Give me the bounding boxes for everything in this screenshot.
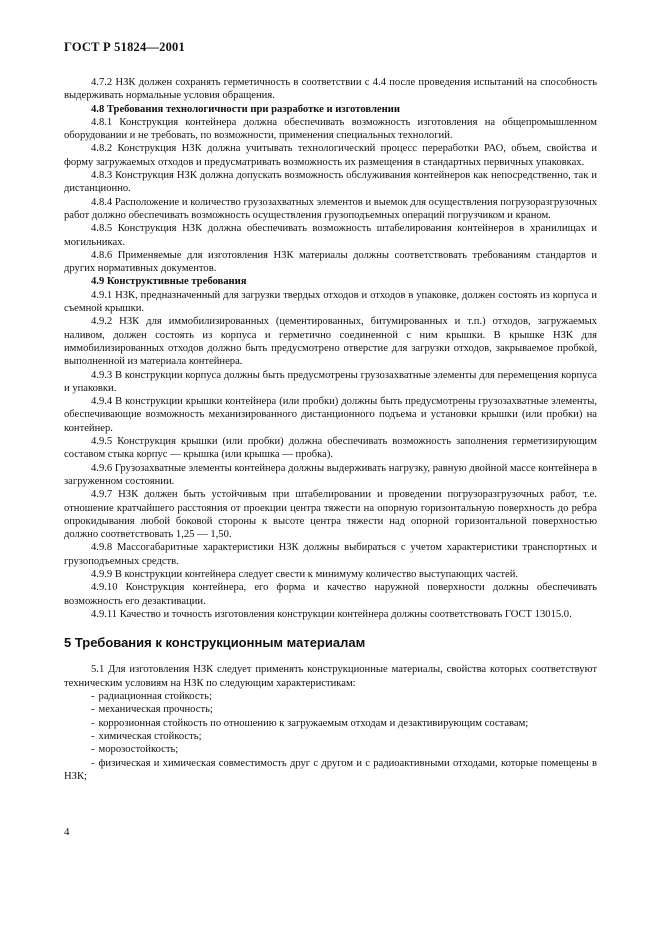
list-item-text: коррозионная стойкость по отношению к загружаемым отходам и дезактивирующим составам; (98, 717, 529, 729)
list-item-text: морозостойкость; (98, 744, 179, 756)
paragraph-4-8-3: 4.8.3 Конструкция НЗК должна допускать возможность обслуживания контейнеров как непосредственно, так и дистанционно. (64, 170, 597, 195)
paragraph-4-9-5: 4.9.5 Конструкция крышки (или пробки) должна обеспечивать возможность заполнения герметизирующим составом стыка корпус — крышка (или крышка — пробка). (64, 436, 597, 461)
paragraph-4-8-5: 4.8.5 Конструкция НЗК должна обеспечивать возможность штабелирования контейнеров в хранилищах и могильниках. (64, 223, 597, 248)
paragraph-4-9-11: 4.9.11 Качество и точность изготовления конструкции контейнера должны соответствовать ГОСТ 13015.0. (91, 608, 572, 620)
paragraph-4-8-2: 4.8.2 Конструкция НЗК должна учитывать технологический процесс переработки РАО, объем, свойства и форму загружаемых отходов и предусматривать возможность их размещения в стандартных первичных упаковках. (64, 143, 597, 168)
list-marker: - (91, 717, 95, 729)
paragraph-4-9-7: 4.9.7 НЗК должен быть устойчивым при штабелировании и проведении погрузоразгрузочных работ, т.е. отношение кратчайшего расстояния от проекции центра тяжести на опорную горизонтальную поверхность до ребра опрокидывания любой боковой стороны к высоте центра тяжести над опорной горизонтальной поверхностью должно соответствовать 1,25 — 1,50. (64, 489, 597, 541)
list-item (64, 757, 597, 784)
list-item-text: механическая прочность; (98, 704, 213, 716)
list-marker: - (91, 704, 95, 716)
paragraph-5-1: 5.1 Для изготовления НЗК следует применять конструкционные материалы, свойства которых соответствуют техническим условиям на НЗК по следующим характеристикам: (64, 664, 597, 689)
paragraph-4-9-9: 4.9.9 В конструкции контейнера следует свести к минимуму количество выступающих частей. (91, 568, 519, 580)
paragraph-4-9-3: 4.9.3 В конструкции корпуса должны быть предусмотрены грузозахватные элементы для перемещения корпуса и упаковки. (64, 369, 597, 394)
list-item-text: радиационная стойкость; (98, 691, 212, 703)
list-marker: - (91, 691, 95, 703)
section-heading-4-8: 4.8 Требования технологичности при разработке и изготовлении (91, 103, 400, 115)
list-item (64, 730, 597, 743)
section-heading-5: 5 Требования к конструкционным материалам (64, 635, 366, 651)
list-item (64, 743, 597, 756)
list-item-text: физическая и химическая совместимость друг с другом и с радиоактивными отходами, которые помещены в НЗК; (64, 757, 597, 782)
page-number: 4 (64, 826, 70, 838)
paragraph-4-9-2: 4.9.2 НЗК для иммобилизированных (цементированных, битумированных и т.п.) отходов, загружаемых наливом, должен состоять из корпуса и герметично соединенной с ним крышки. В крышке НЗК для иммобилизированных отходов должно быть предусмотрено отверстие для загрузки отходов, закрываемое пробкой, выполненной из материала контейнера. (64, 316, 597, 368)
list-item (64, 703, 597, 716)
page-header-standard-number: ГОСТ Р 51824—2001 (64, 40, 185, 54)
paragraph-4-9-6: 4.9.6 Грузозахватные элементы контейнера должны выдерживать нагрузку, равную двойной массе контейнера в загруженном состоянии. (64, 462, 597, 487)
paragraph-4-9-4: 4.9.4 В конструкции крышки контейнера (или пробки) должны быть предусмотрены грузозахватные элементы, обеспечивающие возможность механизированного дистанционного подъема и установки крышки (или пробки) на контейнер. (64, 396, 597, 434)
paragraph-4-9-10: 4.9.10 Конструкция контейнера, его форма и качество наружной поверхности должны обеспечивать возможность его дезактивации. (64, 582, 597, 607)
list-marker: - (91, 757, 95, 769)
paragraph-4-8-1: 4.8.1 Конструкция контейнера должна обеспечивать возможность изготовления на общепромышленном оборудовании и не требовать, по возможности, применения специальных технологий. (64, 116, 597, 142)
paragraph-4-8-4: 4.8.4 Расположение и количество грузозахватных элементов и выемок для осуществления погрузоразгрузочных работ должно обеспечивать возможность осуществления грузоподъемных операций погрузчиком и краном. (64, 196, 597, 221)
list-item (64, 690, 597, 703)
paragraph-4-7-2: 4.7.2 НЗК должен сохранять герметичность в соответствии с 4.4 после проведения испытаний на способность выдерживать нормальные условия обращения. (64, 77, 597, 102)
paragraph-4-9-1: 4.9.1 НЗК, предназначенный для загрузки твердых отходов и отходов в упаковке, должен состоять из корпуса и съемной крышки. (64, 289, 597, 315)
list-item-text: химическая стойкость; (98, 730, 202, 742)
paragraph-4-8-6: 4.8.6 Применяемые для изготовления НЗК материалы должны соответствовать требованиям стандартов и других нормативных документов. (64, 249, 597, 275)
section-heading-4-9: 4.9 Конструктивные требования (91, 276, 247, 288)
list-item (64, 717, 597, 730)
list-marker: - (91, 744, 95, 756)
paragraph-4-9-8: 4.9.8 Массогабаритные характеристики НЗК должны выбираться с учетом характеристики транспортных и грузоподъемных средств. (64, 542, 597, 567)
list-marker: - (91, 730, 95, 742)
material-characteristics-list (64, 690, 597, 783)
document-body (64, 76, 597, 783)
